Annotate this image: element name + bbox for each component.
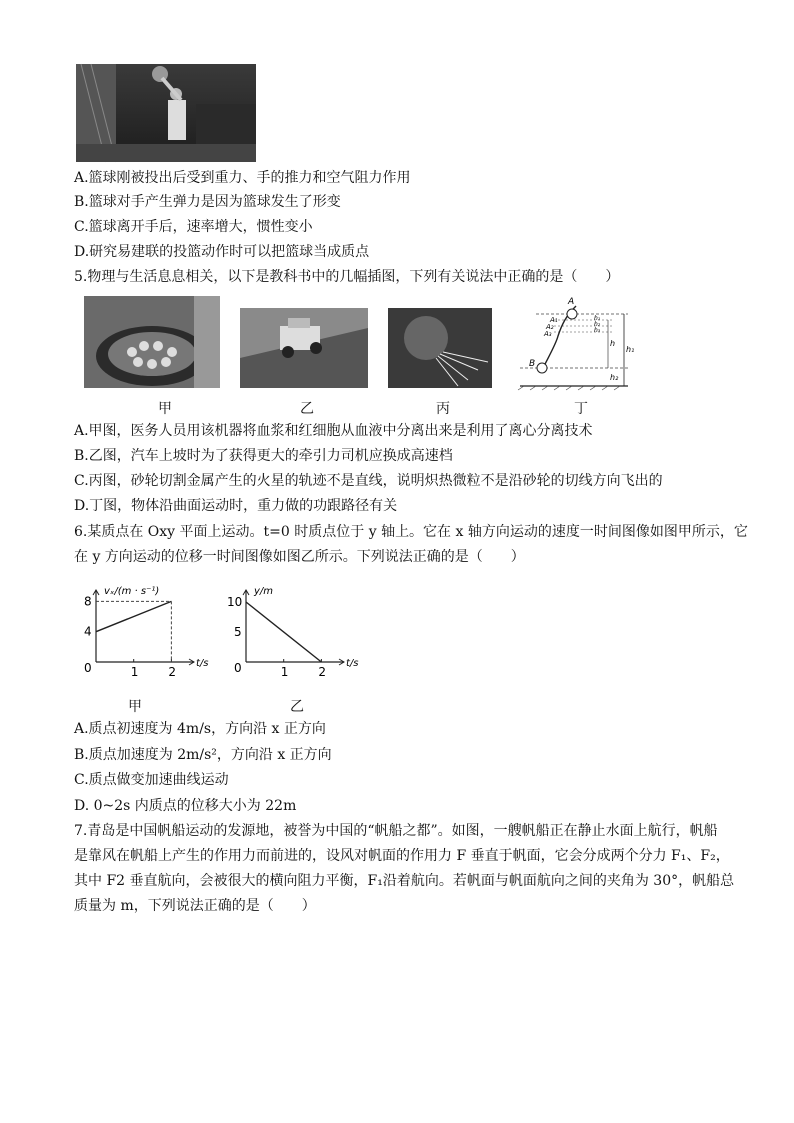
x-tick-label: 2 xyxy=(168,665,177,679)
x-axis-label: t/s xyxy=(196,658,209,669)
caption-bing: 丙 xyxy=(436,401,450,417)
y-time-chart xyxy=(226,580,359,684)
q6-option-d: D. 0~2s 内质点的位移大小为 22m xyxy=(74,798,297,814)
y-tick-label: 8 xyxy=(84,594,92,609)
y-axis-label: y/m xyxy=(254,586,274,597)
basketball-player-image xyxy=(76,64,256,162)
centrifuge-photo xyxy=(84,296,220,388)
chart-caption-yi: 乙 xyxy=(290,699,304,715)
chart-caption-jia: 甲 xyxy=(128,699,142,715)
y-axis-label: vₓ/(m · s⁻¹) xyxy=(104,586,160,597)
q6-option-b: B.质点加速度为 2m/s²，方向沿 x 正方向 xyxy=(74,747,332,763)
origin-label: 0 xyxy=(84,661,92,675)
origin-label: 0 xyxy=(234,661,242,675)
y-tick-label: 4 xyxy=(84,624,92,639)
y-tick-label: 5 xyxy=(234,625,242,639)
x-tick-label: 2 xyxy=(318,665,327,679)
q7-line-3: 其中 F2 垂直航向，会被很大的横向阻力平衡，F₁沿着航向。若帆面与帆面航向之间的夹角为 30°，帆船总 xyxy=(74,873,735,889)
x-tick-label: 1 xyxy=(130,665,139,679)
label-a2: A₂ xyxy=(546,323,554,331)
q7-line-1: 7.青岛是中国帆船运动的发源地，被誉为中国的“帆船之都”。如图，一艘帆船正在静止水面上航行，帆船 xyxy=(74,823,718,839)
label-h2-top: h₂ xyxy=(594,321,601,328)
data-line xyxy=(96,601,171,631)
q4-option-b: B.篮球对手产生弹力是因为篮球发生了形变 xyxy=(74,194,341,210)
q4-option-c: C.篮球离开手后，速率增大，惯性变小 xyxy=(74,219,313,235)
grinding-sparks-photo xyxy=(388,308,492,388)
q4-option-d: D.研究易建联的投篮动作时可以把篮球当成质点 xyxy=(74,244,370,260)
label-a: A xyxy=(568,297,575,307)
basketball-photo xyxy=(76,64,256,162)
curved-path-diagram xyxy=(516,296,642,390)
label-h1-top: h₁ xyxy=(594,315,601,322)
caption-jia: 甲 xyxy=(158,401,172,417)
label-h3-top: h₃ xyxy=(594,327,601,334)
q6-stem-line-2: 在 y 方向运动的位移一时间图像如图乙所示。下列说法正确的是（ ） xyxy=(74,549,525,565)
q5-option-c: C.丙图，砂轮切割金属产生的火星的轨迹不是直线，说明炽热微粒不是沿砂轮的切线方向飞出的 xyxy=(74,473,663,489)
q5-option-d: D.丁图，物体沿曲面运动时，重力做的功跟路径有关 xyxy=(74,498,398,514)
q7-line-4: 质量为 m，下列说法正确的是（ ） xyxy=(74,898,316,914)
car-uphill-photo xyxy=(240,308,368,388)
q6-option-c: C.质点做变加速曲线运动 xyxy=(74,772,229,788)
q6-stem-line-1: 6.某质点在 Oxy 平面上运动。t=0 时质点位于 y 轴上。它在 x 轴方向运动的速度一时间图像如图甲所示，它 xyxy=(74,524,748,540)
y-tick-label: 10 xyxy=(227,595,243,609)
label-b: B xyxy=(529,359,536,369)
q4-option-a: A.篮球刚被投出后受到重力、手的推力和空气阻力作用 xyxy=(74,170,411,186)
q5-stem: 5.物理与生活息息相关，以下是教科书中的几幅插图，下列有关说法中正确的是（ ） xyxy=(74,269,620,285)
label-a1: A₁ xyxy=(550,316,558,324)
data-line xyxy=(246,602,321,662)
q5-option-b: B.乙图，汽车上坡时为了获得更大的牵引力司机应换成高速档 xyxy=(74,448,453,464)
label-h1-side: h₁ xyxy=(626,345,635,354)
label-h2-side: h₂ xyxy=(610,373,619,382)
x-tick-label: 1 xyxy=(280,665,289,679)
caption-ding: 丁 xyxy=(574,401,588,417)
vx-time-chart xyxy=(76,580,209,684)
caption-yi: 乙 xyxy=(300,401,314,417)
x-axis-label: t/s xyxy=(346,658,359,669)
q7-line-2: 是靠风在帆船上产生的作用力而前进的，设风对帆面的作用力 F 垂直于帆面，它会分成两个分力 F₁、F₂， xyxy=(74,848,730,864)
q5-option-a: A.甲图，医务人员用该机器将血浆和红细胞从血液中分离出来是利用了离心分离技术 xyxy=(74,423,593,439)
label-a3: A₃ xyxy=(544,330,552,338)
q6-option-a: A.质点初速度为 4m/s，方向沿 x 正方向 xyxy=(74,721,326,737)
label-h: h xyxy=(610,339,616,348)
